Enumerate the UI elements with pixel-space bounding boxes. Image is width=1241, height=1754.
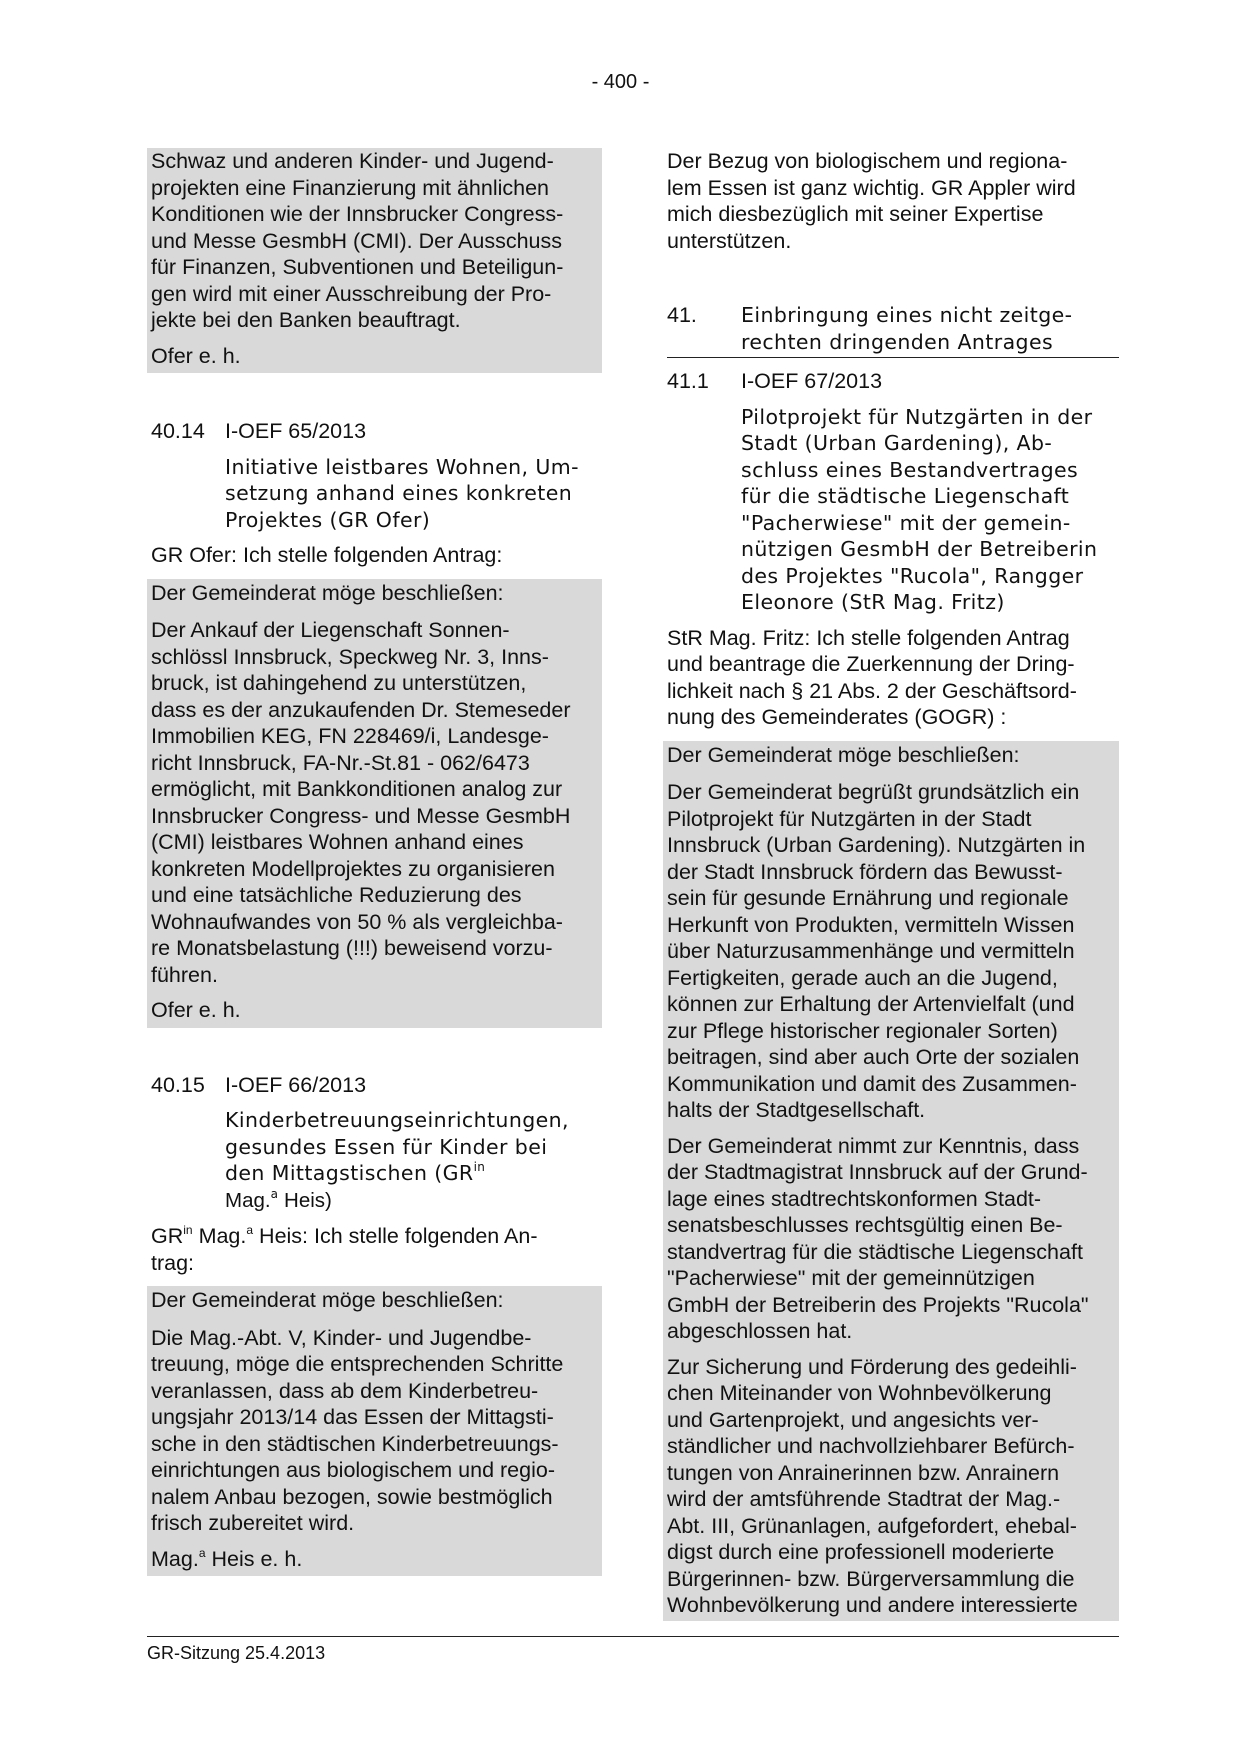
continued-text: Der Bezug von biologischem und regiona- lem Essen ist ganz wichtig. GR Appler wird mich diesbezüglich mit seiner Expertise unterstützen. <box>667 149 1076 253</box>
item-41-1-body-2: Der Gemeinderat nimmt zur Kenntnis, dass der Stadtmagistrat Innsbruck auf der Grund- lage eines stadtrechtskonformen Stadt- senatsbeschlusses rechtsgültig einen Be- standvertrag für die städtische Liegenschaft "Pacherwiese" mit der gemeinnützigen GmbH der Betreiberin des Projekts "Rucola" abgeschlossen hat. <box>667 1133 1089 1343</box>
item-41-1-code: I-OEF 67/2013 <box>741 369 883 393</box>
item-40-15-signature: Mag.$^a$ Heis e. h. <box>151 1545 303 1571</box>
item-40-14-motion-block <box>147 579 602 1028</box>
item-41-1-number: 41.1 <box>667 369 709 393</box>
item-40-15-code: I-OEF 66/2013 <box>225 1072 367 1097</box>
footer-meeting-date: GR-Sitzung 25.4.2013 <box>147 1643 326 1663</box>
item-41-divider <box>667 357 1119 358</box>
item-40-14-number: 40.14 <box>151 419 205 443</box>
item-41-1-heading <box>667 368 1119 395</box>
item-41-1-subject: Pilotprojekt für Nutzgärten in der Stadt (Urban Gardening), Ab- schluss eines Bestandvertrages für die städtische Liegenschaft "Pacherwiese" mit der gemein- nützigen GesmbH der Betreiberin des Projektes "Rucola", Rangger Eleonore (StR Mag. Fritz) <box>741 404 1098 614</box>
item-41-heading <box>667 302 1119 355</box>
item-41-title: Einbringung eines nicht zeitge- rechten dringenden Antrages <box>741 303 1073 354</box>
item-40-15-heading <box>147 1072 602 1099</box>
item-41-1-body-1: Der Gemeinderat begrüßt grundsätzlich ein Pilotprojekt für Nutzgärten in der Stadt Innsbruck (Urban Gardening). Nutzgärten in der Stadt Innsbruck fördern das Bewusst- sein für gesunde Ernährung und regionale Herkunft von Produkten, vermitteln Wissen über Naturzusammenhänge und vermitteln Fertigkeiten, gerade auch an die Jugend, können zur Erhaltung der Artenvielfalt (und zur Pflege historischer regionaler Sorten) beitragen, sind aber auch Orte der sozialen Kommunikation und damit des Zusammen- halts der Stadtgesellschaft. <box>667 780 1086 1122</box>
continued-motion-signature: Ofer e. h. <box>151 343 241 368</box>
footer-divider <box>147 1636 1119 1637</box>
item-41-1-resolve: Der Gemeinderat möge beschließen: <box>667 742 1020 767</box>
item-41-1-body-3: Zur Sicherung und Förderung des gedeihli- chen Miteinander von Wohnbevölkerung und Gartenprojekt, und angesichts ver- ständlicher und nachvollziehbarer Befürch- tungen von Anrainerinnen bzw. Anrainern wird der amtsführende Stadtrat der Mag.- Abt. III, Grünanlagen, aufgefordert, ehebal- digst durch eine professionell moderierte Bürgerinnen- bzw. Bürgerversammlung die Wohnbevölkerung und andere interessierte <box>667 1354 1078 1617</box>
item-40-14-signature: Ofer e. h. <box>151 998 241 1022</box>
item-40-14-code: I-OEF 65/2013 <box>225 419 367 443</box>
continued-motion-block <box>147 148 602 373</box>
item-41-1-intro: StR Mag. Fritz: Ich stelle folgenden Antrag und beantrage die Zuerkennung der Dring- lichkeit nach § 21 Abs. 2 der Geschäftsord- nung des Gemeinderates (GOGR) : <box>667 625 1077 729</box>
item-40-15-subject: Kinderbetreuungseinrichtungen, gesundes Essen für Kinder bei den Mittagstischen ($GR^{in}$ Mag.$^a$ Heis) <box>225 1108 569 1212</box>
item-41-1-motion-block <box>663 741 1119 1621</box>
left-column <box>147 148 602 1576</box>
item-40-14-resolve: Der Gemeinderat möge beschließen: <box>151 580 504 605</box>
item-40-14-heading <box>147 418 602 445</box>
item-40-14-intro: GR Ofer: Ich stelle folgenden Antrag: <box>151 543 503 567</box>
continued-motion-text: Schwaz und anderen Kinder- und Jugend- projekten eine Finanzierung mit ähnlichen Konditionen wie der Innsbrucker Congress- und Messe GesmbH (CMI). Der Ausschuss für Finanzen, Subventionen und Beteiligun- gen wird mit einer Ausschreibung der Pro- jekte bei den Banken beauftragt. <box>151 149 564 332</box>
item-40-15-number: 40.15 <box>151 1072 205 1097</box>
item-40-14-subject: Initiative leistbares Wohnen, Um- setzung anhand eines konkreten Projektes (GR Ofer) <box>225 454 579 532</box>
item-41-number: 41. <box>667 303 697 327</box>
page-number: - 400 - <box>591 71 650 93</box>
item-40-15-resolve: Der Gemeinderat möge beschließen: <box>151 1288 504 1312</box>
item-40-15-intro: $GR^{in}$ Mag.$^a$ Heis: Ich stelle folgenden An- trag: <box>151 1223 538 1275</box>
right-column <box>667 148 1119 1621</box>
item-40-15-motion-block <box>147 1286 602 1576</box>
item-40-14-body: Der Ankauf der Liegenschaft Sonnen- schlössl Innsbruck, Speckweg Nr. 3, Inns- bruck, ist dahingehend zu unterstützen, dass es der anzukaufenden Dr. Stemeseder Immobilien KEG, FN 228469/i, Landesge- richt Innsbruck, FA-Nr.-St.81 - 062/6473 ermöglicht, mit Bankkonditionen analog zur Innsbrucker Congress- und Messe GesmbH (CMI) leistbares Wohnen anhand eines konkreten Modellprojektes zu organisieren und eine tatsächliche Reduzierung des Wohnaufwandes von 50 % als vergleichba- re Monatsbelastung (!!!) beweisend vorzu- führen. <box>151 618 571 987</box>
item-40-15-body: Die Mag.-Abt. V, Kinder- und Jugendbe- treuung, möge die entsprechenden Schritte veranlassen, dass ab dem Kinderbetreu- ungsjahr 2013/14 das Essen der Mittagsti- sche in den städtischen Kinderbetreuungs- einrichtungen aus biologischem und regio- nalem Anbau bezogen, sowie bestmöglich frisch zubereitet wird. <box>151 1325 564 1535</box>
